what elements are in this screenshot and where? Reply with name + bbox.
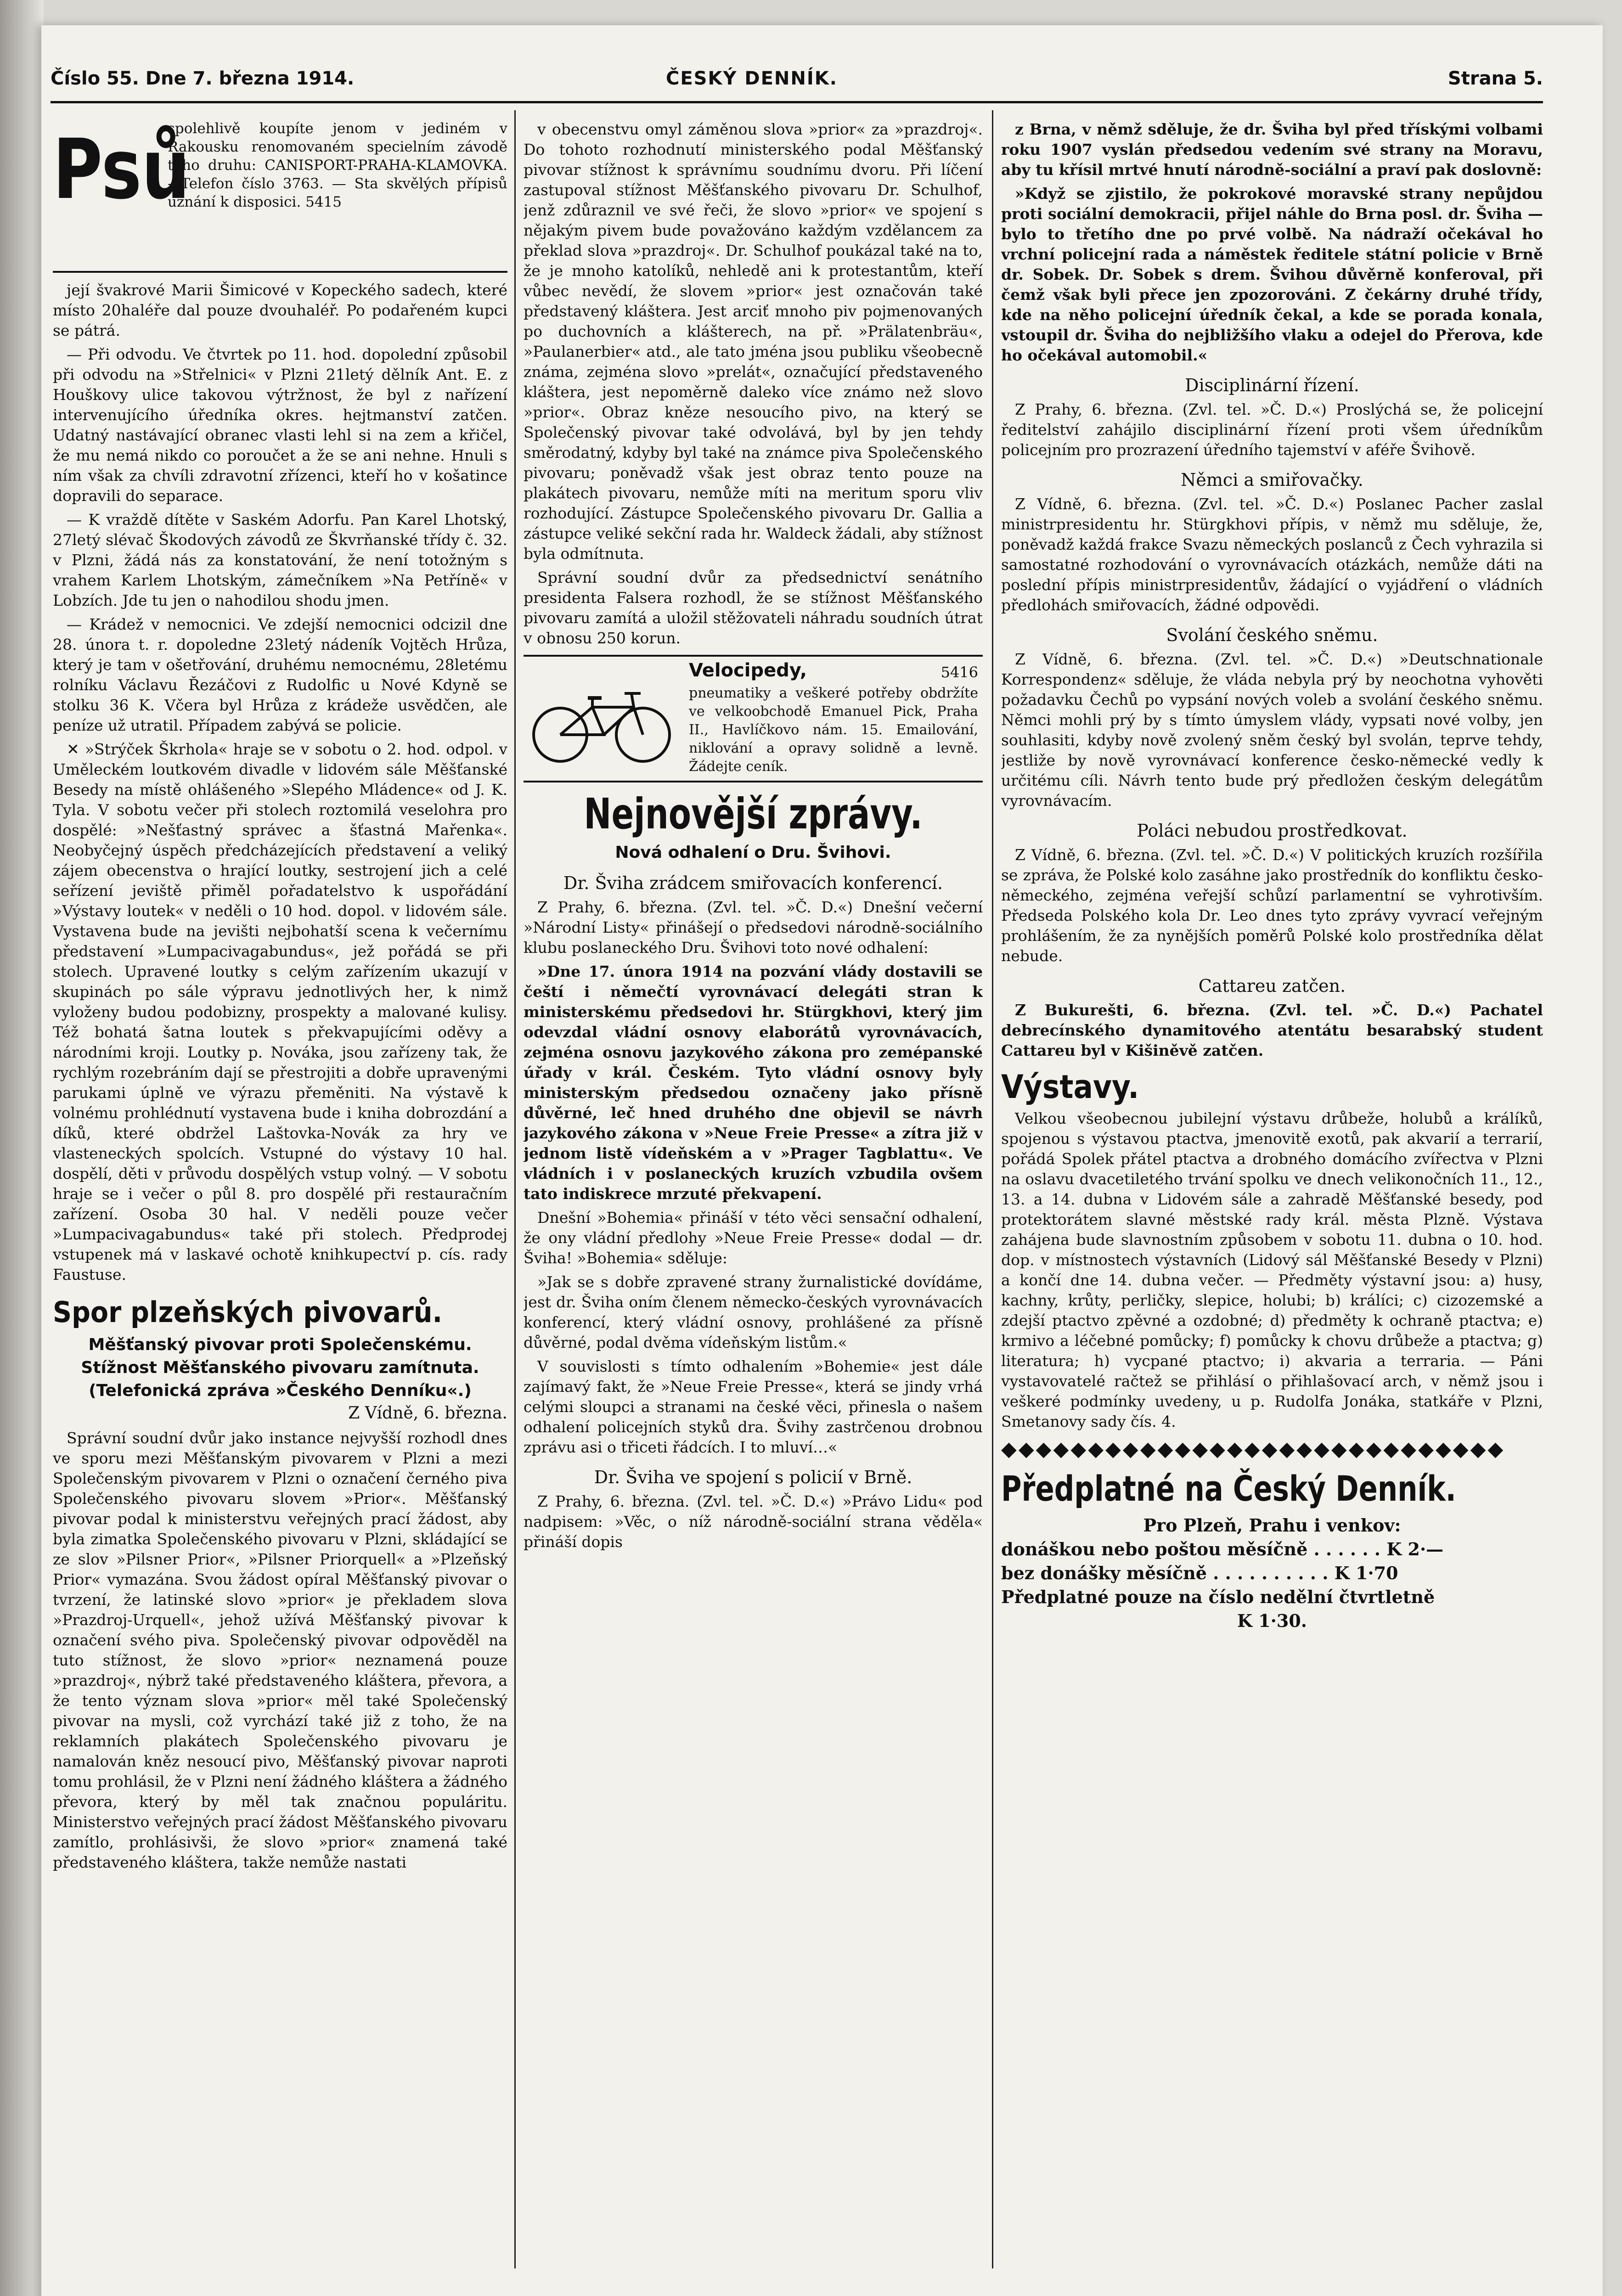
article-paragraph: »Dne 17. února 1914 na pozvání vlády dostavili se čeští i němečtí vyrovnávací delegáti stran k ministerskému předsedovi hr. Stürgkhovi, který jim odevzdal vládní osnovy elaborátů vyrovnávacích, zejména osnovu jazykového zákona pro zemépanské úřady v král. Českém. Tyto vládní osnovy byly ministerským předsedou označeny jako přísně důvěrné, leč hned druhého dne objevil se návrh jazykového zákona v »Neue Freie Presse« a zítra již v jednom listě vídeňském a v »Prager Tagblattu«. Ve vládních i v poslaneckých kruzích vzbudila ovšem tato indiskrece mrzuté překvapení.: [524, 962, 983, 1203]
bicycle-icon: [528, 680, 675, 767]
subscription-price-value: K 1·30.: [1237, 1610, 1307, 1631]
advert-bicycles-title: Velocipedy,: [689, 660, 807, 681]
article-paragraph: Z Bukurešti, 6. března. (Zvl. tel. »Č. D.«) Pachatel debrecínského dynamitového atentátu besarabský student Cattareu byl v Kišiněvě zatčen.: [1001, 1001, 1543, 1059]
article-paragraph: Správní soudní dvůr jako instance nejvyšší rozhodl dnes ve sporu mezi Měšťanským pivovarem v Plzni a mezi Společenským pivovarem v Plzni o označení černého piva Společenského pivovaru slovem »Prior«. Měšťanský pivovar podal k ministerstvu veřejných prací žádost, aby byla zimatka Společenského pivovaru v Plzni, skládající se ze slov »Pilsner Prior«, »Pilsner Priorquell« a »Plzeňský Prior« vymazána. Svou žádost opíral Měšťanský pivovar o tvrzení, že latinské slovo »prior« je překladem slova »Prazdroj-Urquell«, jehož užívá Měšťanský pivovar k označení svého piva. Společenský pivovar odpověděl na tuto stížnost, že slovo »prior« neznamená pouze »prazdroj«, nýbrž také představeného kláštera, převora, a že tento význam slova »prior« měl také Společenský pivovar na mysli, což vyrchází také již z toho, že na reklamních plakátech Společenského pivovaru je namalován kněz nesoucí pivo, Měšťanský pivovar naproti tomu prohlásil, že v Plzni není žádného kláštera a žádného převora, který by měl tak značnou populáritu. Ministerstvo veřejných prací žádost Měšťanského pivovaru zamítlo, prohlásivši, že slovo »prior« znamená také představeného kláštera, takže nemůže nastati: [53, 1429, 507, 1871]
advert-bicycles-text: pneumatiky a veškeré potřeby obdržíte ve velkoobchodě Emanuel Pick, Praha II., Havlíčkovo nám. 15. Emailování, niklování a opravy solidně a levně. Žádejte ceník.: [689, 685, 978, 775]
article-paragraph: její švakrové Marii Šimicové v Kopeckého sadech, které místo 20haléře dal pouze dvouhaléř. Po podařeném kupci se pátrá.: [53, 281, 507, 339]
price-label: donáškou nebo poštou měsíčně . . . . . . K 2·—: [1001, 1539, 1444, 1559]
article-title: Dr. Šviha zrádcem smiřovacích konferencí.: [563, 873, 943, 893]
subheading: Stížnost Měšťanského pivovaru zamítnuta.: [81, 1358, 479, 1377]
page-header: [51, 60, 1543, 103]
subheading: (Telefonická zpráva »Českého Denníku«.): [89, 1381, 472, 1400]
column-1: [53, 119, 507, 2250]
article-paragraph: Z Prahy, 6. března. (Zvl. tel. »Č. D.«) »Právo Lidu« pod nadpisem: »Věc, o níž národně-sociální strana věděla« přináší dopis: [524, 1492, 983, 1551]
subscription-heading: Předplatné na Český Denník.: [1001, 1468, 1456, 1509]
ornament-divider: ◆◆◆◆◆◆◆◆◆◆◆◆◆◆◆◆◆◆◆◆◆◆◆◆◆◆◆◆◆: [1001, 1439, 1505, 1459]
subscription-price-line: [1001, 1561, 1543, 1585]
subscription-price-line: [1001, 1585, 1543, 1609]
section-heading-brewery: Spor plzeňských pivovarů.: [53, 1295, 443, 1329]
advert-dogs-text: spolehlivě koupíte jenom v jediném v Rakousku renomovaném specielním závodě toho druhu: CANISPORT-PRAHA-KLAMOVKA. - Telefon číslo 3763. — Sta skvělých přípisů uznání k disposici. 5415: [168, 120, 507, 210]
advert-dogs: [53, 119, 507, 273]
article-title: Cattareu zatčen.: [1198, 976, 1346, 996]
article-paragraph: — Krádež v nemocnici. Ve zdejší nemocnici odcizil dne 28. února t. r. dopoledne 23letý nádeník Vojtěch Hrůza, který je tam v ošetřování, druhému nemocnému, 28letému rolníku Václavu Řezáčovi z Rudolfic u Nové Kdyně se stolku 36 K. Včera byl Hrůza z krádeže usvědčen, ale peníze už utratil. Případem zabývá se policie.: [53, 615, 507, 734]
issue-info: Číslo 55. Dne 7. března 1914.: [51, 68, 355, 89]
article-paragraph: »Jak se s dobře zpravené strany žurnalistické dovídáme, jest dr. Šviha oním členem německo-českých vyrovnávacích konferencí, který vládní osnovy, prohlášené za přísně důvěrné, podal dvěma vídeňským listům.«: [524, 1273, 983, 1351]
page-number: Strana 5.: [1447, 68, 1543, 89]
masthead-title: ČESKÝ DENNÍK.: [666, 68, 838, 89]
advert-number: 5416: [941, 664, 978, 681]
article-paragraph: ✕ »Strýček Škrhola« hraje se v sobotu o 2. hod. odpol. v Uměleckém loutkovém divadle v lidovém sále Měšťanské Besedy na místě ohlášeného »Slepého Mládence« od J. K. Tyla. V sobotu večer při stolech roztomilá veselohra pro dospělé: »Nešťastný správec a šťastná Mařenka«. Neobyčejný úspěch předcházejících představení a veliký zájem obecenstva o hrající loutky, sestrojení jich a celé seřízení jeviště přiměl pořadatelstvo k uspořádání »Výstavy loutek« v neděli o 10 hod. dopol. v lidovém sále. Vystavena bude na jevišti nejbohatší scena k večernímu představení »Lumpacivagabundus«, jež pořádá se při stolech. Upravené loutky s celým zařízením ukazují v skupinách po sále výpravu jednotlivých her, k nimž vyloženy budou podobizny, prospekty a malované kulisy. Též bohatá šatna loutek s překvapujícími oděvy a národními kroji. Loutky p. Nováka, jsou zařízeny tak, že rychlým rozebráním dají se přestrojiti a dobře upravenými parukami úplně ve výrazu přeměniti. Na výstavě k volnému prohlédnutí vystavena bude i kniha dobrozdání a díků, které obdržel Laštovka-Novák za hry ve vlasteneckých spolcích. Vstupné do výstavy 10 hal. dospělí, děti v průvodu dospělých vstup volný. — V sobotu hraje se i večer o půl 8. pro dospělé při restauračním zařízení. Osoba 30 hal. V neděli pouze večer »Lumpacivagabundus« také při stolech. Předprodej vstupenek má v laskavé ochotě knihkupectví p. cís. rady Faustuse.: [53, 740, 507, 1283]
article-paragraph: Velkou všeobecnou jubilejní výstavu drůbeže, holubů a králíků, spojenou s výstavou ptactva, jmenovitě exotů, pak akvarií a terrarií, pořádá Spolek přátel ptactva a drobného domácího zvířectva v Plzni na oslavu dvacetiletého trvání spolku ve dnech velikonočních 11., 12., 13. a 14. dubna v Lidovém sále a zahradě Měšťanské besedy, pod protektorátem slavné městské rady král. města Plzně. Výstava zahájena bude slavnostním způsobem v sobotu 11. dubna o 10. hod. dop. v místnostech výstavních (Lidový sál Měšťanské Besedy v Plzni) a končí dne 14. dubna večer. — Předměty výstavní jsou: a) husy, kachny, krůty, perličky, slepice, holubi; b) králíci; c) cizozemské a zdejší ptactvo zpěvné a ozdobné; d) předměty k ochraně ptactva; e) krmivo a léčebné pomůcky; f) pomůcky k chovu drůbeže a ptactva; g) literatura; h) vycpané ptactvo; i) akvaria a terraria. — Páni vystavovatelé račtež se přihlásí o přihlašovací arch, v němž jsou i veškeré podmínky uvedeny, u p. Rudolfa Jonáka, statkáře v Plzni, Smetanovy sady čís. 4.: [1001, 1109, 1543, 1430]
article-title: Poláci nebudou prostředkovat.: [1137, 821, 1408, 841]
article-paragraph: Dnešní »Bohemia« přináší v této věci sensační odhalení, že ony vládní předlohy »Neue Freie Presse« dodal — dr. Šviha! »Bohemia« sděluje:: [524, 1209, 983, 1267]
subscription-subheading: Pro Plzeň, Prahu i venkov:: [1143, 1515, 1401, 1536]
neighbor-page-edge: [0, 0, 44, 2296]
latest-news-heading: Nejnovější zprávy.: [584, 789, 923, 838]
column-rule-2: [992, 110, 993, 2268]
article-paragraph: — Při odvodu. Ve čtvrtek po 11. hod. dopolední způsobil při odvodu na »Střelnici« v Plzni 21letý dělník Ant. E. z Houškovy ulice takovou výtržnost, že byl z nařízení intervenujícího úředníka okres. hejtmanství zatčen. Udatný nastávající obranec vlasti lehl si na zem a křičel, že mu nemá nikdo co poroučet a že se ani nehne. Hnuli s ním však za chvíli zdravotní zřízenci, kteří ho v košatince dopravili do separace.: [53, 345, 507, 505]
price-label: bez donášky měsíčně . . . . . . . . . . K 1·70: [1001, 1563, 1398, 1583]
section-heading-exhibitions: Výstavy.: [1001, 1068, 1139, 1106]
article-paragraph: z Brna, v němž sděluje, že dr. Šviha byl před třískými volbami roku 1907 vyslán předsedou vedením své strany na Moravu, aby tu křísil mrtvé hnutí národně-sociální a praví pak doslovně:: [1001, 120, 1543, 179]
article-paragraph: Z Vídně, 6. března. (Zvl. tel. »Č. D.«) »Deutschnationale Korrespondenz« sděluje, že vláda nebyla prý by neochotna vyhověti požadavku Čechů po vypsání nových voleb a svolání českého sněmu. Němci mohli prý by s tímto úmyslem vlády, vypsati nové volby, jen souhlasiti, kdyby nově zvolený sněm český byl svolán, teprve tehdy, jestliže by nově vyrovnávací konference česko-německé vedly k určitému cíli. Návrh tento bude prý předložen českým delegátům vyrovnávacím.: [1001, 650, 1543, 810]
article-title: Svolání českého sněmu.: [1166, 625, 1378, 645]
advert-bicycles: [524, 655, 983, 782]
article-paragraph: Z Prahy, 6. března. (Zvl. tel. »Č. D.«) Proslýchá se, že policejní ředitelství zahájilo disciplinární řízení proti všem úředníkům policejním pro prozrazení úředního tajemství v aféře Švihově.: [1001, 400, 1543, 459]
article-paragraph: v obecenstvu omyl záměnou slova »prior« za »prazdroj«. Do tohoto rozhodnutí ministerského podal Měšťanský pivovar stížnost k správnímu soudnímu dvoru. Při líčení zastupoval stížnost Měšťanského pivovaru Dr. Schulhof, jenž zdůraznil ve své řeči, že slovo »prior« ve spojení s nějakým pivem bude považováno každým vzdělancem za překlad slova »prazdroj«. Dr. Schulhof poukázal také na to, že je mnoho katolíků, nehledě ani k protestantům, kteří vůbec nevědí, že slovem »prior« jest označován také představený kláštera. Jest arciť mnoho piv pojmenovaných po duchovních a klášterech, na př. »Prälatenbräu«, »Paulanerbier« atd., ale tato jména jsou publiku všeobecně známa, zejména slovo »prelát«, označující představeného kláštera, jest nepoměrně daleko více známo než slovo »prior«. Obraz kněze nesoucího pivo, na který se Společenský pivovar také odvolává, byl by jen tehdy směrodatný, kdyby byl také na známce piva Společenského pivovaru; poněvadž však jest obraz tento pouze na plakátech pivovaru, nemůže míti na meritum sporu vliv rozhodující. Zástupce Společenského pivovaru Dr. Gallia a zástupce veliké sekční rada hr. Waldeck žádali, aby stížnost byla odmítnuta.: [524, 120, 983, 563]
article-title: Dr. Šviha ve spojení s policií v Brně.: [594, 1467, 912, 1487]
price-label: Předplatné pouze na číslo nedělní čtvrtletně: [1001, 1587, 1435, 1607]
article-paragraph: »Když se zjistilo, že pokrokové moravské strany nepůjdou proti sociální demokracii, přijel náhle do Brna posl. dr. Šviha — bylo to třetího dne po prvé volbě. Na nádraží očekával ho vrchní policejní rada a náměstek ředitele státní policie v Brně dr. Sobek. Dr. Sobek s drem. Švihou důvěrně konferoval, při čemž však byli přece jen zpozorováni. Z čekárny druhé třídy, kde na něho policejní úředník čekal, a kde se porada konala, vstoupil dr. Šviha do nejbližšího vlaku a odejel do Přerova, kde ho očekával automobil.«: [1001, 185, 1543, 364]
article-paragraph: Správní soudní dvůr za předsednictví senátního presidenta Falsera rozhodl, že se stížnost Měšťanského pivovaru zamítá a uložil stěžovateli náhradu soudních útrat v obnosu 250 korun.: [524, 568, 983, 647]
article-paragraph: Z Prahy, 6. března. (Zvl. tel. »Č. D.«) Dnešní večerní »Národní Listy« přinášejí o předsedovi národně-sociálního klubu poslaneckého Dru. Švihovi toto nové odhalení:: [524, 898, 983, 957]
dateline: Z Vídně, 6. března.: [348, 1404, 507, 1423]
advert-dogs-title: Psů: [53, 122, 190, 218]
article-title: Němci a smiřovačky.: [1181, 470, 1363, 490]
article-title: Disciplinární řízení.: [1185, 375, 1359, 395]
article-paragraph: — K vraždě dítěte v Saském Adorfu. Pan Karel Lhotský, 27letý slévač Škodových závodů ze Škvrňanské třídy č. 32. v Plzni, žádá nás za konstatování, že není totožným s vrahem Karlem Lhotským, zámečníkem »Na Petříně« v Lobzích. Jde tu jen o nahodilou shodu jmen.: [53, 511, 507, 609]
subheading: Měšťanský pivovar proti Společenskému.: [88, 1335, 472, 1354]
column-2: [524, 119, 983, 2250]
column-rule-1: [514, 110, 516, 2268]
article-paragraph: V souvislosti s tímto odhalením »Bohemie« jest dále zajímavý fakt, že »Neue Freie Presse«, která se jindy vrhá celými sloupci a stranami na české věci, přinesla o našem odhalení policejních styků dra. Švihy zastrčenou drobnou zprávu asi o třiceti řádcích. I to mluví…«: [524, 1357, 983, 1456]
article-paragraph: Z Vídně, 6. března. (Zvl. tel. »Č. D.«) Poslanec Pacher zaslal ministrpresidentu hr. Stürgkhovi přípis, v němž mu sděluje, že, poněvadž každá frakce Svazu německých poslanců z Čech vyhrazila si samostatné rozhodování o vyrovnávacích otázkách, nemůže dáti na poslední přípis ministrpresidentův, žádající o vyjádření o vládních předlohách smiřovacích, žádné odpovědi.: [1001, 495, 1543, 614]
column-3: [1001, 119, 1543, 2250]
article-paragraph: Z Vídně, 6. března. (Zvl. tel. »Č. D.«) V politických kruzích rozšířila se zpráva, že Polské kolo zasáhne jako prostředník do konfliktu česko-německého, zejména veřejší schůzí parlamentní se vyhrotivším. Předseda Polského kola Dr. Leo dnes tyto zprávy vyvrací veřejným prohlášením, že za nynějších poměrů Polské kolo prostředníka dělat nebude.: [1001, 846, 1543, 965]
subheading: Nová odhalení o Dru. Švihovi.: [615, 843, 891, 862]
subscription-price-line: [1001, 1537, 1543, 1561]
